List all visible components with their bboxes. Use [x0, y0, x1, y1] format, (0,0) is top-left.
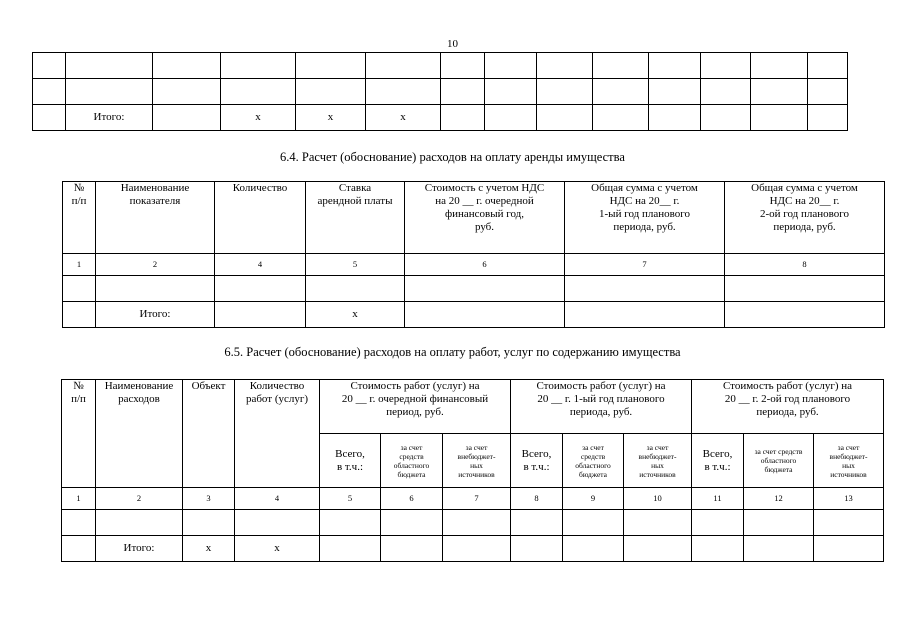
col-number: 8	[511, 488, 563, 510]
col-number: 5	[306, 254, 405, 276]
col-number: 10	[624, 488, 692, 510]
x-mark: х	[366, 105, 441, 131]
group-header-year2: Стоимость работ (услуг) на 20 __ г. 2-ой год планового периода, руб.	[692, 380, 884, 434]
col-header-num: № п/п	[63, 182, 96, 254]
col-header-num: № п/п	[62, 380, 96, 488]
col-number: 1	[63, 254, 96, 276]
x-mark: х	[221, 105, 296, 131]
col-number: 2	[96, 488, 183, 510]
col-number: 7	[443, 488, 511, 510]
col-header-work-qty: Количество работ (услуг)	[235, 380, 320, 488]
col-header-cost-current: Стоимость с учетом НДС на 20 __ г. очередной финансовый год, руб.	[405, 182, 565, 254]
col-number: 7	[565, 254, 725, 276]
col-header-name: Наименование показателя	[96, 182, 215, 254]
total-label: Итого:	[66, 105, 153, 131]
section-6-4-title: 6.4. Расчет (обоснование) расходов на оплату аренды имущества	[280, 150, 625, 164]
header-row	[62, 380, 884, 434]
subheader-regional: за счет средств областного бюджета	[563, 434, 624, 488]
col-header-sum-year1: Общая сумма с учетом НДС на 20__ г. 1-ый год планового периода, руб.	[565, 182, 725, 254]
table-row	[63, 276, 885, 302]
subheader-extrabudget: за счет внебюджет- ных источников	[443, 434, 511, 488]
col-number: 12	[744, 488, 814, 510]
maintenance-table	[61, 379, 884, 562]
continued-table	[32, 52, 848, 131]
col-number: 4	[215, 254, 306, 276]
col-header-rate: Ставка арендной платы	[306, 182, 405, 254]
subheader-total: Всего, в т.ч.:	[511, 434, 563, 488]
col-number: 9	[563, 488, 624, 510]
col-number: 6	[405, 254, 565, 276]
subheader-extrabudget: за счет внебюджет- ных источников	[624, 434, 692, 488]
col-header-sum-year2: Общая сумма с учетом НДС на 20__ г. 2-ой год планового периода, руб.	[725, 182, 885, 254]
subheader-regional: за счет средств областного бюджета	[381, 434, 443, 488]
x-mark: х	[235, 536, 320, 562]
col-number: 4	[235, 488, 320, 510]
subheader-total: Всего, в т.ч.:	[692, 434, 744, 488]
col-number: 5	[320, 488, 381, 510]
section-6-5-title: 6.5. Расчет (обоснование) расходов на оплату работ, услуг по содержанию имущества	[224, 345, 681, 359]
subheader-regional: за счет средств областного бюджета	[744, 434, 814, 488]
x-mark: х	[296, 105, 366, 131]
rent-table	[62, 181, 885, 328]
number-row	[63, 254, 885, 276]
x-mark: х	[306, 302, 405, 328]
group-header-current: Стоимость работ (услуг) на 20 __ г. очередной финансовый период, руб.	[320, 380, 511, 434]
total-row	[63, 302, 885, 328]
x-mark: х	[183, 536, 235, 562]
col-number: 2	[96, 254, 215, 276]
col-number: 8	[725, 254, 885, 276]
number-row	[62, 488, 884, 510]
total-label: Итого:	[96, 302, 215, 328]
col-number: 1	[62, 488, 96, 510]
subheader-extrabudget: за счет внебюджет- ных источников	[814, 434, 884, 488]
group-header-year1: Стоимость работ (услуг) на 20 __ г. 1-ый год планового периода, руб.	[511, 380, 692, 434]
col-number: 6	[381, 488, 443, 510]
col-header-quantity: Количество	[215, 182, 306, 254]
table-row	[33, 79, 848, 105]
page-number: 10	[447, 38, 458, 50]
header-row	[63, 182, 885, 254]
total-label: Итого:	[96, 536, 183, 562]
total-row	[62, 536, 884, 562]
col-number: 3	[183, 488, 235, 510]
col-header-object: Объект	[183, 380, 235, 488]
col-header-name: Наименование расходов	[96, 380, 183, 488]
total-row	[33, 105, 848, 131]
col-number: 13	[814, 488, 884, 510]
table-row	[33, 53, 848, 79]
subheader-total: Всего, в т.ч.:	[320, 434, 381, 488]
col-number: 11	[692, 488, 744, 510]
table-row	[62, 510, 884, 536]
